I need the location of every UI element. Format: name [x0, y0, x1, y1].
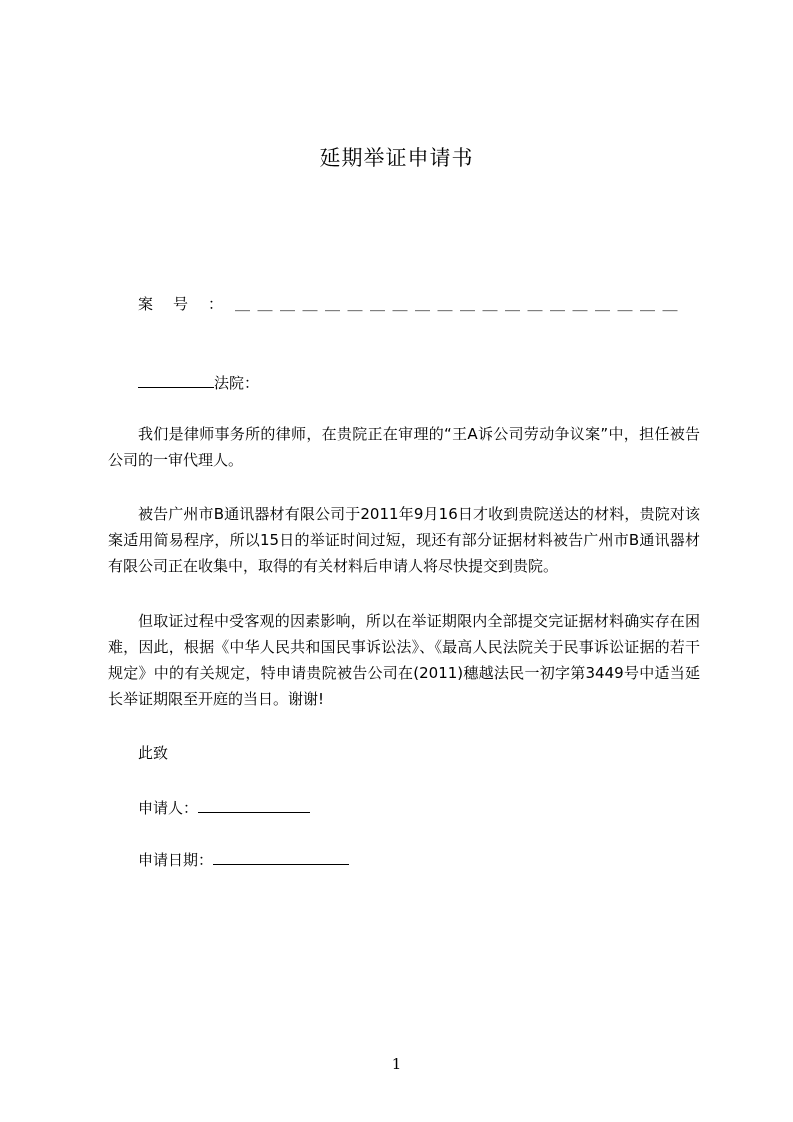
page-number: 1 — [391, 1055, 402, 1073]
application-date-label: 申请日期： — [138, 851, 214, 869]
paragraph-intro: 我们是律师事务所的律师，在贵院正在审理的“王A诉公司劳动争议案”中，担任被告公司的一审代理人。 — [108, 425, 700, 469]
application-date-line — [138, 849, 349, 870]
case-number-label: 案号 — [138, 295, 209, 313]
case-number-colon: ： — [208, 295, 224, 313]
court-suffix: 法院： — [214, 374, 260, 392]
paragraph-request: 但取证过程中受客观的因素影响，所以在举证期限内全部提交完证据材料确实存在困难，因此，根据《中华人民共和国民事诉讼法》、《最高人民法院关于民事诉讼证据的若干规定》中的有关规定，特申请贵院被告公司在(2011)穗越法民一初字第3449号中适当延长举证期限至开庭的当日。谢谢! — [108, 612, 700, 708]
paragraph-facts: 被告广州市B通讯器材有限公司于2011年9月16日才收到贵院送达的材料，贵院对该案适用简易程序，所以15日的举证时间过短，现还有部分证据材料被告广州市B通讯器材有限公司正在收集中，取得的有关材料后申请人将尽快提交到贵院。 — [108, 505, 700, 575]
applicant-blank — [198, 798, 310, 813]
application-date-blank — [213, 850, 349, 865]
document-title: 延期举证申请书 — [319, 146, 474, 170]
applicant-label: 申请人： — [138, 799, 199, 817]
applicant-line — [138, 797, 310, 818]
case-number-blank: ＿＿＿＿＿＿＿＿＿＿＿＿＿＿＿＿＿＿＿＿ — [235, 295, 686, 313]
case-number-line — [138, 293, 685, 314]
court-addressee — [138, 372, 259, 393]
court-name-blank — [138, 373, 214, 388]
closing-salutation: 此致 — [138, 744, 169, 762]
